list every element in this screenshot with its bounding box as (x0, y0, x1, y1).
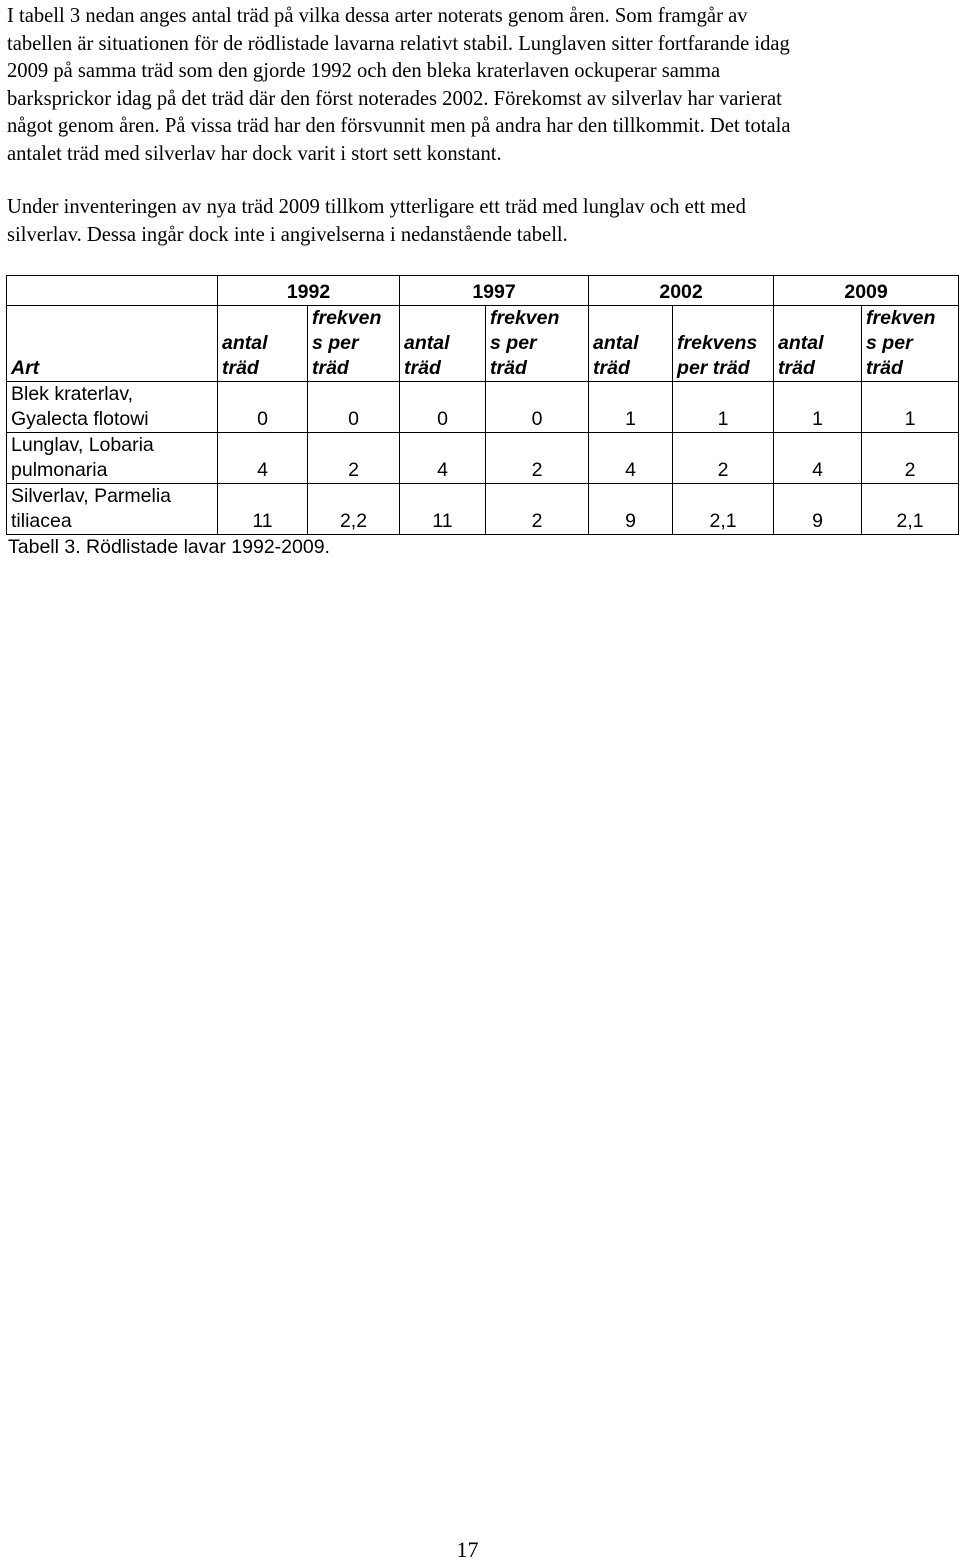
value-cell: 9 (774, 484, 862, 535)
value-cell: 2,1 (862, 484, 959, 535)
sub-header-antal: antal träd (218, 306, 308, 382)
paragraph-line: silverlav. Dessa ingår dock inte i angivelserna i nedanstående tabell. (7, 223, 568, 246)
table-row (7, 433, 959, 484)
value-cell: 2 (486, 433, 589, 484)
value-cell: 11 (218, 484, 308, 535)
value-cell: 4 (400, 433, 486, 484)
value-cell: 4 (218, 433, 308, 484)
value-cell: 0 (218, 382, 308, 433)
value-cell: 11 (400, 484, 486, 535)
value-cell: 0 (400, 382, 486, 433)
sub-header-antal: antal träd (589, 306, 673, 382)
sub-header-row (7, 306, 959, 382)
value-cell: 4 (774, 433, 862, 484)
sub-header-frekvens: frekven s per träd (862, 306, 959, 382)
species-name: Lunglav, Lobaria pulmonaria (7, 433, 218, 484)
page-number: 17 (456, 1537, 479, 1562)
value-cell: 0 (486, 382, 589, 433)
value-cell: 2 (862, 433, 959, 484)
paragraph-line: I tabell 3 nedan anges antal träd på vilka dessa arter noterats genom åren. Som framgår av (7, 5, 748, 27)
art-header: Art (7, 306, 218, 382)
value-cell: 2 (486, 484, 589, 535)
species-name: Blek kraterlav, Gyalecta flotowi (7, 382, 218, 433)
value-cell: 2,2 (308, 484, 400, 535)
value-cell: 1 (862, 382, 959, 433)
sub-header-frekvens: frekven s per träd (308, 306, 400, 382)
value-cell: 9 (589, 484, 673, 535)
sub-header-antal: antal träd (400, 306, 486, 382)
value-cell: 2 (673, 433, 774, 484)
year-header: 2009 (774, 276, 959, 306)
year-header: 1997 (400, 276, 589, 306)
value-cell: 1 (673, 382, 774, 433)
sub-header-frekvens: frekven s per träd (486, 306, 589, 382)
year-header: 1992 (218, 276, 400, 306)
value-cell: 1 (774, 382, 862, 433)
year-header-row (7, 276, 959, 306)
year-header: 2002 (589, 276, 774, 306)
paragraph-line: något genom åren. På vissa träd har den försvunnit men på andra har den tillkommit. Det totala (7, 115, 791, 137)
value-cell: 4 (589, 433, 673, 484)
table-caption: Tabell 3. Rödlistade lavar 1992-2009. (8, 536, 330, 558)
paragraph-line: 2009 på samma träd som den gjorde 1992 och den bleka kraterlaven ockuperar samma (7, 60, 721, 82)
paragraph-line: tabellen är situationen för de rödlistade lavarna relativt stabil. Lunglaven sitter fortfarande idag (7, 32, 790, 55)
sub-header-antal: antal träd (774, 306, 862, 382)
paragraph-line: antalet träd med silverlav har dock varit i stort sett konstant. (7, 142, 502, 165)
lichen-table (6, 275, 959, 535)
value-cell: 0 (308, 382, 400, 433)
paragraph-line: Under inventeringen av nya träd 2009 tillkom ytterligare ett träd med lunglav och ett med (7, 196, 746, 218)
species-name: Silverlav, Parmelia tiliacea (7, 484, 218, 535)
value-cell: 2 (308, 433, 400, 484)
value-cell: 1 (589, 382, 673, 433)
value-cell: 2,1 (673, 484, 774, 535)
table-row (7, 484, 959, 535)
sub-header-frekvens: frekvens per träd (673, 306, 774, 382)
table-row (7, 382, 959, 433)
paragraph-line: barksprickor idag på det träd där den först noterades 2002. Förekomst av silverlav har varierat (7, 87, 782, 110)
paragraph-2 (7, 194, 952, 249)
paragraph-1 (7, 3, 952, 168)
empty-cell (7, 276, 218, 306)
